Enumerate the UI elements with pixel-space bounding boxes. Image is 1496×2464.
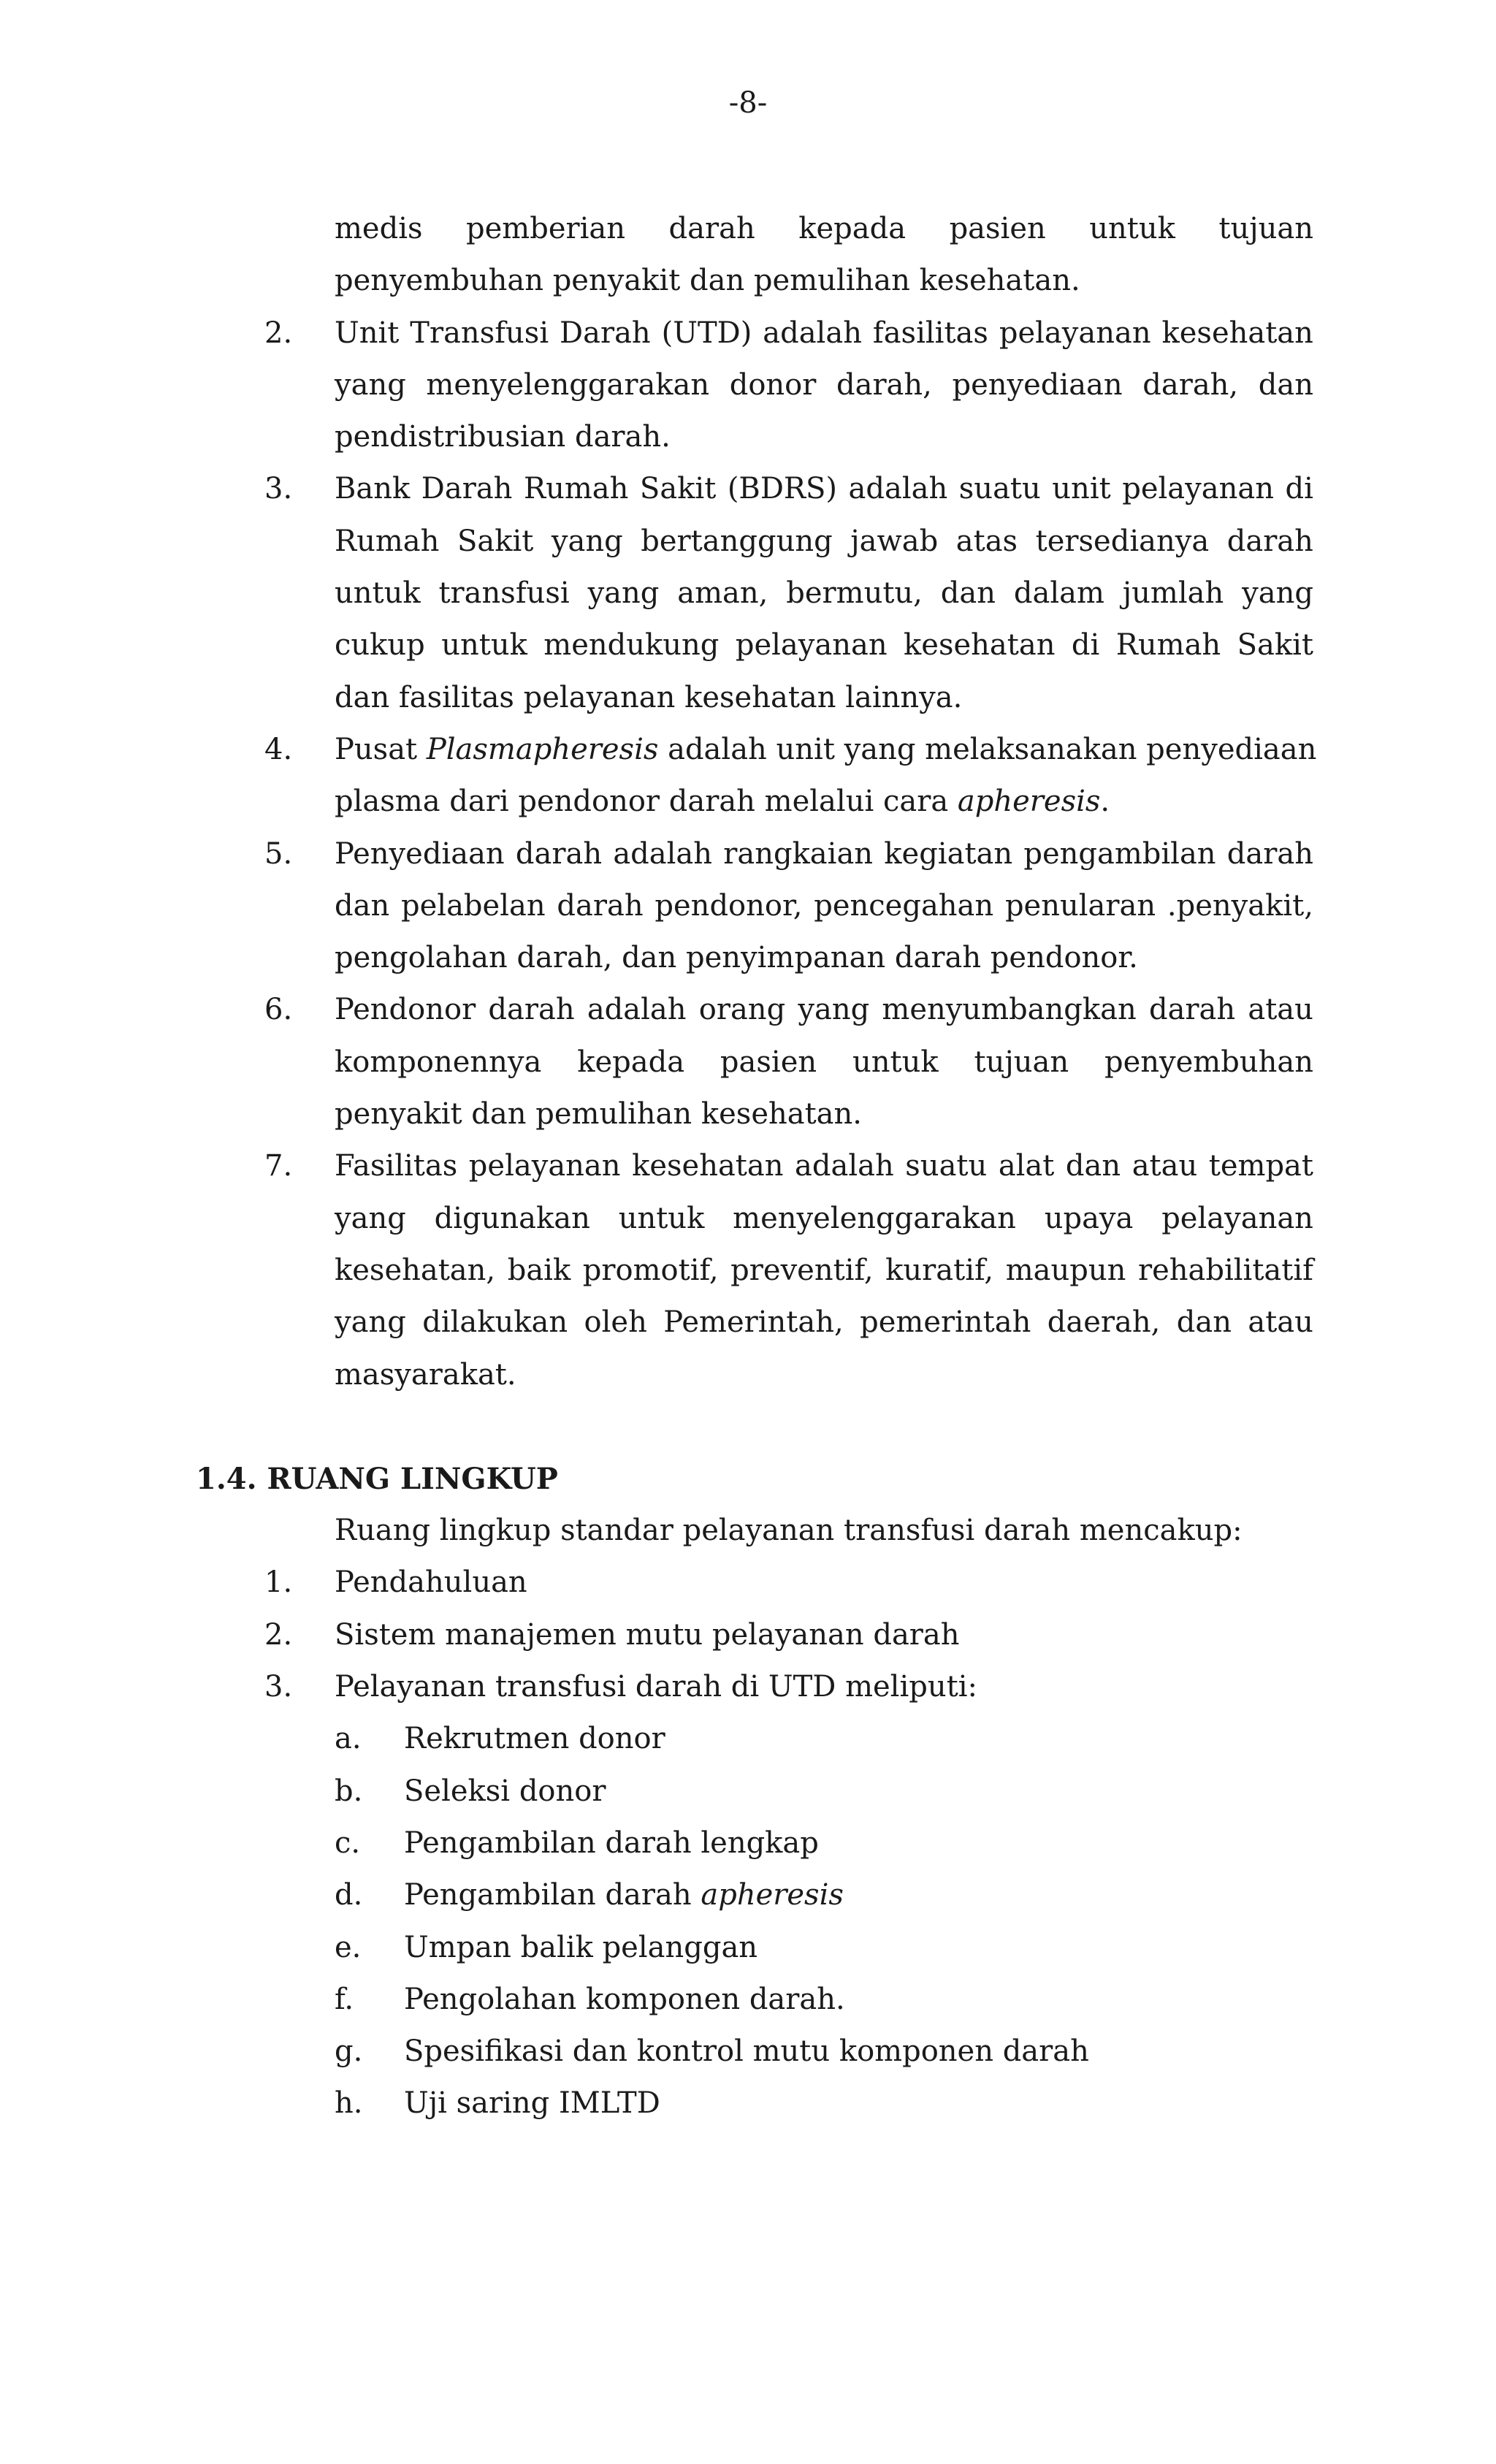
word: promotif,: [582, 1253, 719, 1287]
definition-line: [0, 984, 1496, 1036]
word: adalah: [795, 1149, 894, 1183]
word: kesehatan: [904, 628, 1056, 663]
definition-text: pendistribusian darah.: [335, 420, 671, 454]
list-item: [0, 1609, 1496, 1661]
word: pelayanan: [735, 628, 888, 663]
word: Transfusi: [410, 316, 549, 350]
word: kesehatan,: [335, 1253, 496, 1287]
word: orang: [698, 993, 786, 1027]
word: Pemerintah,: [663, 1305, 844, 1340]
sub-list-text: Pengambilan darah lengkap: [404, 1826, 819, 1860]
list-item-text: Sistem manajemen mutu pelayanan darah: [335, 1617, 960, 1652]
word: digunakan: [434, 1201, 590, 1235]
definition-line: [0, 359, 1496, 411]
definition-text: [335, 724, 1317, 776]
word: cukup: [335, 628, 425, 663]
word: dan: [940, 576, 996, 611]
list-number: 3.: [264, 1670, 293, 1704]
definition-line: [0, 828, 1496, 880]
word: kesehatan: [632, 1149, 784, 1183]
sub-list-text: Rekrutmen donor: [404, 1722, 665, 1756]
word: oleh: [584, 1305, 647, 1340]
justified-text: [335, 516, 1313, 568]
word: tujuan: [974, 1045, 1069, 1079]
definition-text: masyarakat.: [335, 1357, 516, 1392]
sub-list-text: Spesifikasi dan kontrol mutu komponen darah: [404, 2034, 1089, 2069]
word: bermutu,: [786, 576, 923, 611]
sub-list-text: Pengolahan komponen darah.: [404, 1982, 845, 2016]
word: pencegahan: [814, 888, 994, 923]
word: pengambilan: [1023, 836, 1216, 871]
word: tempat: [1208, 1149, 1313, 1183]
list-item: [0, 1661, 1496, 1713]
sub-list-item: [0, 1713, 1496, 1765]
sub-list-text: Uji saring IMLTD: [404, 2086, 660, 2121]
word: di: [1071, 628, 1100, 663]
word: Rumah: [523, 472, 629, 506]
justified-text: [335, 880, 1313, 932]
word: untuk: [335, 576, 421, 611]
text-segment: adalah unit yang melaksanakan penyediaan: [658, 732, 1317, 766]
list-item: [0, 1557, 1496, 1609]
word: Sakit: [1237, 628, 1313, 663]
italic-term: apheresis: [957, 785, 1101, 819]
sub-list-item: [0, 2078, 1496, 2129]
text-segment: Pusat: [335, 732, 427, 766]
word: Sakit: [639, 472, 717, 506]
definition-line: [0, 1349, 1496, 1401]
word: penyediaan: [952, 367, 1123, 402]
word: komponennya: [335, 1045, 542, 1079]
word: kesehatan: [1161, 316, 1313, 350]
sub-list-text: Seleksi donor: [404, 1774, 606, 1808]
italic-term: Plasmapheresis: [426, 732, 659, 766]
list-number: 5.: [264, 836, 293, 871]
word: bertanggung: [641, 524, 833, 558]
word: yang: [335, 367, 406, 402]
text-segment: .: [1100, 785, 1110, 819]
word: kegiatan: [884, 836, 1013, 871]
word: aman,: [677, 576, 768, 611]
list-number: 7.: [264, 1149, 293, 1183]
sub-list-item: [0, 1922, 1496, 1974]
list-number: 2.: [264, 1617, 293, 1652]
word: Bank: [335, 472, 411, 506]
word: Darah: [560, 316, 651, 350]
definition-line: [0, 932, 1496, 984]
definition-line: [0, 568, 1496, 619]
word: atas: [955, 524, 1018, 558]
italic-term: apheresis: [701, 1878, 844, 1912]
word: (BDRS): [727, 472, 838, 506]
word: baik: [507, 1253, 571, 1287]
word: dan: [1065, 1149, 1121, 1183]
word: Penyediaan: [335, 836, 505, 871]
definition-line: [0, 776, 1496, 828]
definition-line: [0, 516, 1496, 568]
word: dan: [335, 888, 390, 923]
definition-line: [0, 411, 1496, 463]
sub-list-text: [404, 1869, 844, 1921]
word: darah: [1226, 836, 1313, 871]
section-intro: Ruang lingkup standar pelayanan transfusi darah mencakup:: [335, 1514, 1243, 1548]
sub-list-letter: g.: [335, 2034, 363, 2069]
word: preventif,: [730, 1253, 874, 1287]
word: adalah: [763, 316, 862, 350]
word: dilakukan: [422, 1305, 568, 1340]
word: transfusi: [438, 576, 570, 611]
word: adalah: [613, 836, 713, 871]
word: Rumah: [1115, 628, 1221, 663]
word: daerah,: [1047, 1305, 1161, 1340]
justified-text: [335, 828, 1313, 880]
word: di: [1285, 472, 1313, 506]
word: yang: [587, 576, 660, 611]
sub-list-letter: h.: [335, 2086, 363, 2121]
word: (UTD): [661, 316, 752, 350]
definition-text: dan fasilitas pelayanan kesehatan lainnya.: [335, 680, 963, 714]
word: pelayanan: [1122, 472, 1274, 506]
text-segment: Pengambilan darah: [404, 1878, 701, 1912]
justified-text: [335, 359, 1313, 411]
word: adalah: [848, 472, 948, 506]
word: menyumbangkan: [882, 993, 1137, 1027]
word: darah: [557, 888, 644, 923]
definition-line: [0, 619, 1496, 671]
list-number: 3.: [264, 472, 293, 506]
sub-list-item: [0, 1766, 1496, 1818]
definition-text: [335, 776, 1110, 828]
word: kepada: [577, 1045, 685, 1079]
word: kepada: [798, 212, 907, 245]
word: tersedianya: [1035, 524, 1210, 558]
word: upaya: [1044, 1201, 1134, 1235]
definition-line: [0, 672, 1496, 724]
justified-text: [335, 308, 1313, 359]
word: untuk: [618, 1201, 705, 1235]
word: pelayanan: [999, 316, 1151, 350]
definition-line: [0, 880, 1496, 932]
justified-text: [335, 984, 1313, 1036]
word: untuk: [852, 1045, 939, 1079]
sub-list-letter: e.: [335, 1930, 362, 1964]
word: atau: [1131, 1149, 1198, 1183]
word: pasien: [720, 1045, 817, 1079]
definition-line: [0, 463, 1496, 515]
list-item-text: Pendahuluan: [335, 1565, 527, 1600]
word: donor: [729, 367, 817, 402]
word: dalam: [1013, 576, 1104, 611]
list-number: 1.: [264, 1565, 293, 1600]
justified-text: [335, 1297, 1313, 1349]
document-body: [0, 203, 1496, 2130]
word: suatu: [958, 472, 1041, 506]
list-number: 2.: [264, 316, 293, 350]
word: .penyakit,: [1167, 888, 1313, 923]
word: Darah: [421, 472, 513, 506]
sub-list-text: Umpan balik pelanggan: [404, 1930, 758, 1964]
word: atau: [1248, 1305, 1313, 1340]
word: Pendonor: [335, 993, 476, 1027]
word: maupun: [1005, 1253, 1126, 1287]
word: pelayanan: [468, 1149, 621, 1183]
list-item-text: Pelayanan transfusi darah di UTD meliputi:: [335, 1670, 977, 1704]
word: menyelenggarakan: [733, 1201, 1016, 1235]
word: kuratif,: [885, 1253, 994, 1287]
definition-line: [0, 308, 1496, 359]
sub-list-letter: f.: [335, 1982, 354, 2016]
sub-list-item: [0, 2026, 1496, 2078]
word: penyembuhan: [1104, 1045, 1313, 1079]
word: mendukung: [543, 628, 720, 663]
word: darah: [668, 212, 755, 245]
word: pelayanan: [1161, 1201, 1313, 1235]
word: yang: [335, 1305, 406, 1340]
justified-text: [335, 1140, 1313, 1192]
word: darah: [515, 836, 603, 871]
definition-line: [0, 1037, 1496, 1088]
sub-list-item: [0, 1974, 1496, 2026]
word: jumlah: [1122, 576, 1224, 611]
word: suatu: [905, 1149, 988, 1183]
sub-list-letter: a.: [335, 1722, 362, 1756]
word: untuk: [1089, 212, 1175, 245]
word: darah,: [836, 367, 932, 402]
definition-line: [0, 1245, 1496, 1297]
word: tujuan: [1218, 212, 1313, 245]
word: Rumah: [335, 524, 440, 558]
word: yang: [798, 993, 870, 1027]
word: fasilitas: [872, 316, 988, 350]
word: rangkaian: [723, 836, 874, 871]
justified-text: [335, 568, 1313, 619]
justified-text: [335, 203, 1313, 255]
word: penularan: [1004, 888, 1156, 923]
word: untuk: [441, 628, 527, 663]
sub-list-item: [0, 1818, 1496, 1869]
word: darah: [1148, 993, 1236, 1027]
definition-line: [0, 1193, 1496, 1245]
word: pasien: [949, 212, 1046, 245]
page-number: -8-: [728, 86, 768, 120]
definition-line: [0, 1140, 1496, 1192]
sub-list-letter: c.: [335, 1826, 361, 1860]
sub-list-letter: b.: [335, 1774, 363, 1808]
definition-line: [0, 255, 1496, 307]
word: yang: [1242, 576, 1313, 611]
section-gap: [0, 1401, 1496, 1453]
word: yang: [551, 524, 623, 558]
section-heading-line: [0, 1453, 1496, 1505]
word: pendonor,: [654, 888, 803, 923]
definition-line: [0, 1088, 1496, 1140]
list-number: 6.: [264, 993, 293, 1027]
word: darah: [1226, 524, 1313, 558]
word: rehabilitatif: [1137, 1253, 1313, 1287]
word: dan: [1176, 1305, 1232, 1340]
sub-list-letter: d.: [335, 1878, 363, 1912]
justified-text: [335, 1245, 1313, 1297]
word: darah,: [1142, 367, 1239, 402]
text-segment: plasma dari pendonor darah melalui cara: [335, 785, 958, 819]
word: dan: [1258, 367, 1313, 402]
word: Unit: [335, 316, 400, 350]
section-heading: 1.4. RUANG LINGKUP: [196, 1461, 558, 1496]
word: pemberian: [466, 212, 626, 245]
word: jawab: [850, 524, 939, 558]
word: medis: [335, 212, 423, 245]
word: menyelenggarakan: [426, 367, 710, 402]
list-number: 4.: [264, 732, 293, 766]
justified-text: [335, 619, 1313, 671]
justified-text: [335, 1037, 1313, 1088]
definition-text: penyakit dan pemulihan kesehatan.: [335, 1097, 862, 1132]
definition-line: [0, 203, 1496, 255]
word: Fasilitas: [335, 1149, 458, 1183]
word: adalah: [587, 993, 687, 1027]
definition-text: penyembuhan penyakit dan pemulihan kesehatan.: [335, 264, 1080, 298]
word: unit: [1052, 472, 1111, 506]
word: Sakit: [457, 524, 534, 558]
definition-line: [0, 1297, 1496, 1349]
word: atau: [1248, 993, 1313, 1027]
definition-text: pengolahan darah, dan penyimpanan darah pendonor.: [335, 941, 1138, 975]
word: yang: [335, 1201, 406, 1235]
sub-list-item: [0, 1869, 1496, 1921]
word: darah: [488, 993, 575, 1027]
justified-text: [335, 1193, 1313, 1245]
section-intro-line: [0, 1505, 1496, 1557]
word: alat: [998, 1149, 1055, 1183]
word: pelabelan: [401, 888, 546, 923]
word: pemerintah: [860, 1305, 1031, 1340]
definition-line: [0, 724, 1496, 776]
justified-text: [335, 463, 1313, 515]
